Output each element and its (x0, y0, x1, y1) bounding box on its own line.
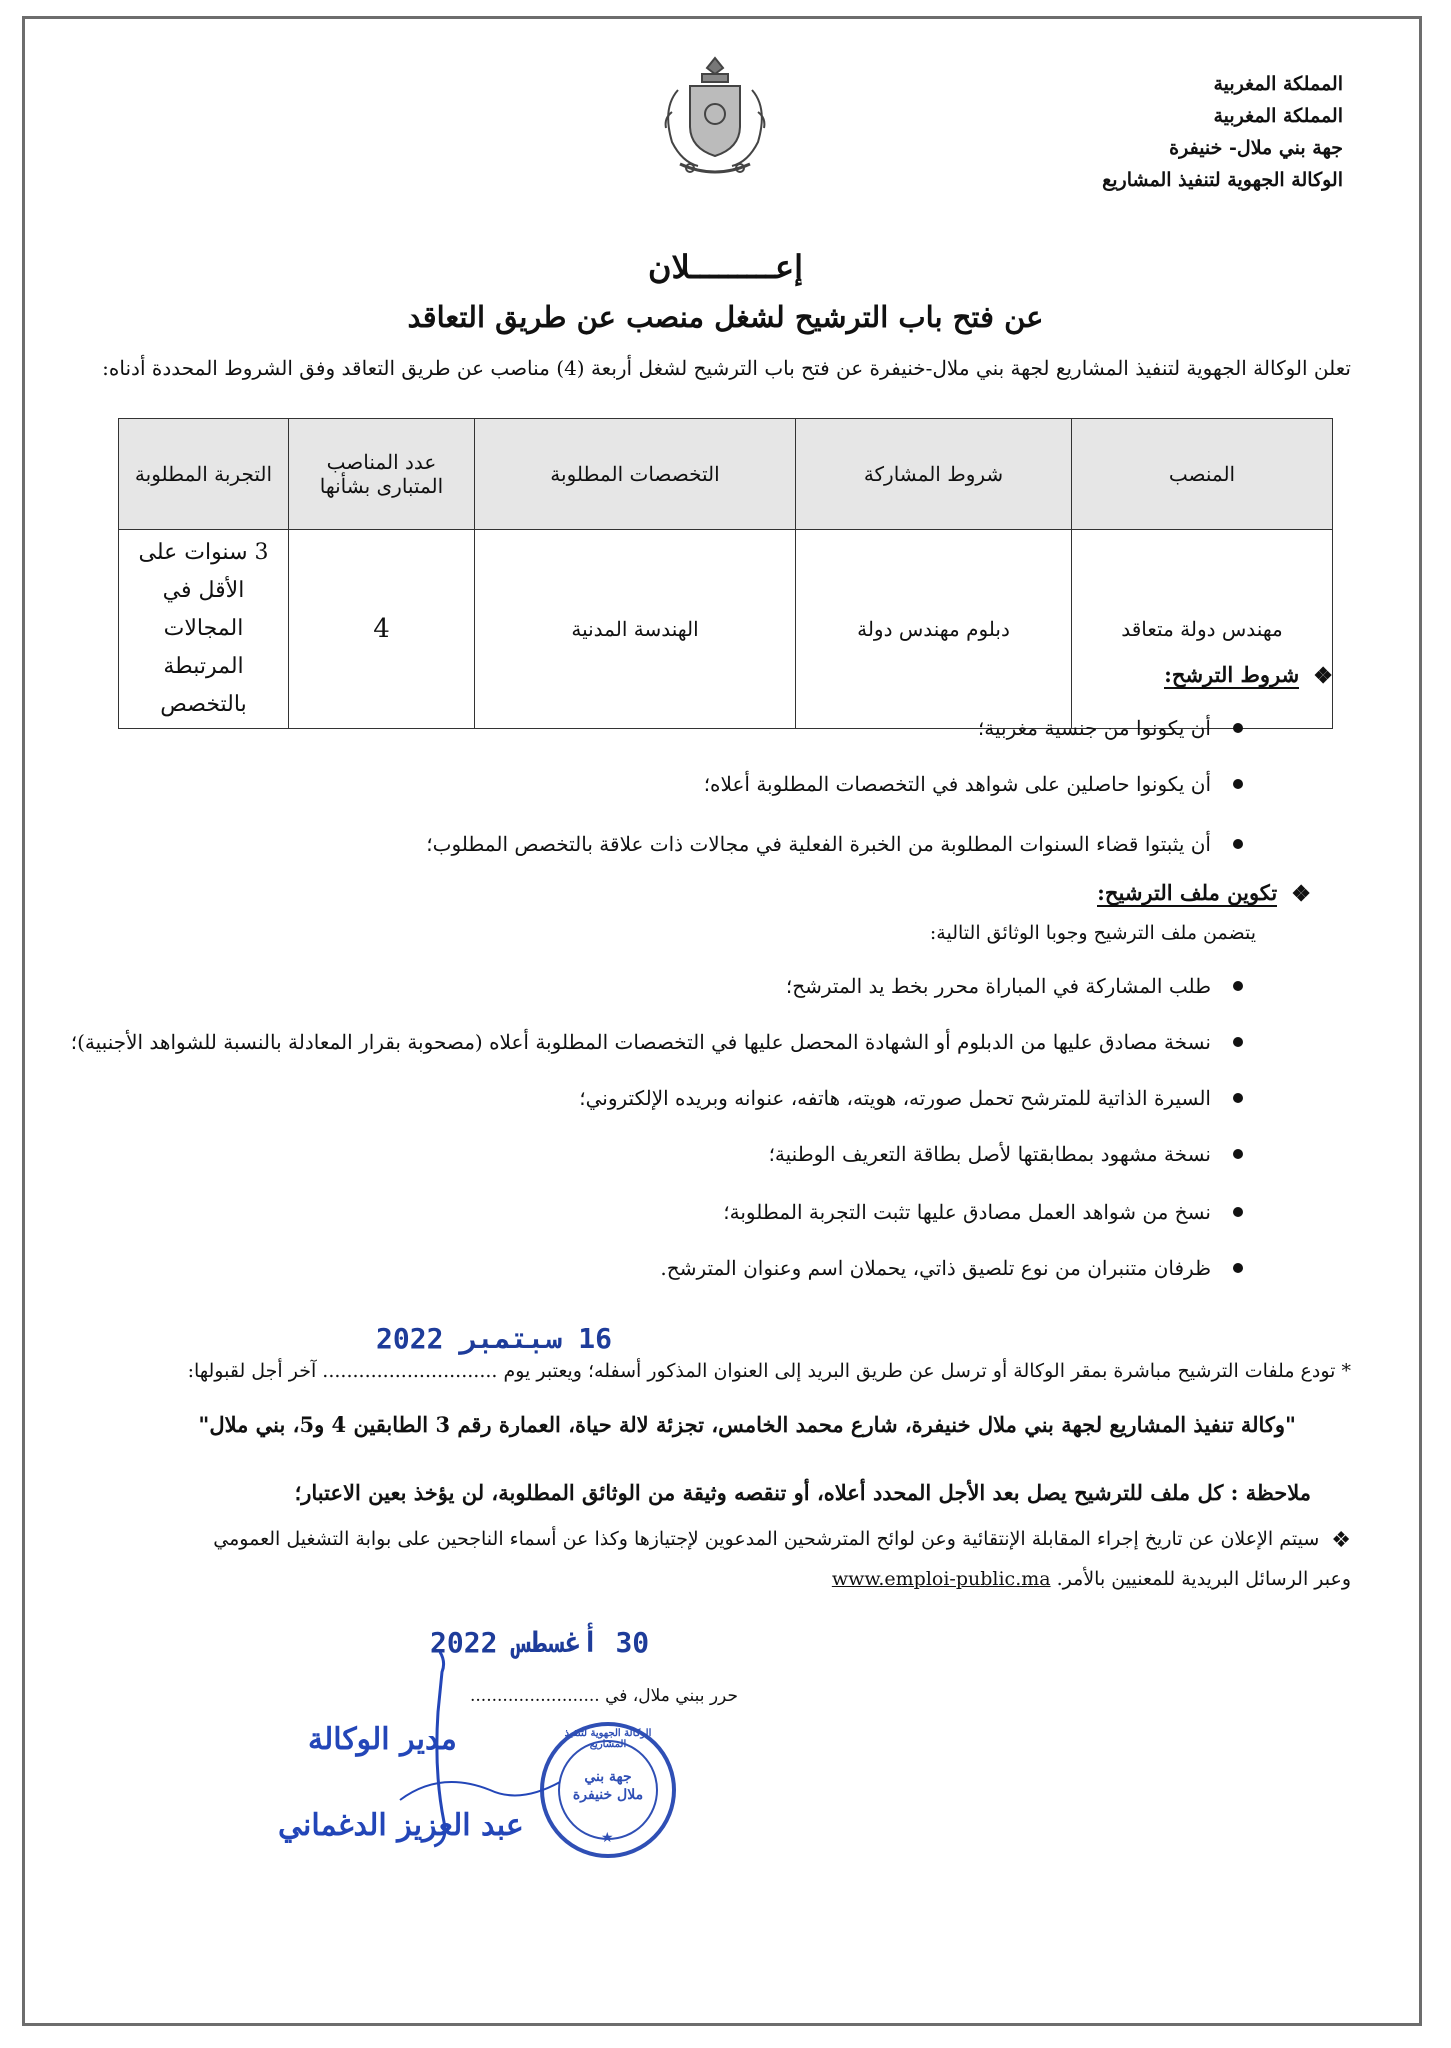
list-item (71, 1030, 1243, 1054)
list-item-text: ظرفان متنبران من نوع تلصيق ذاتي، يحملان اسم وعنوان المترشح. (660, 1256, 1211, 1280)
list-item-text: نسخة مشهود بمطابقتها لأصل بطاقة التعريف الوطنية؛ (768, 1142, 1211, 1166)
positions-table (118, 418, 1333, 729)
note: ملاحظة : كل ملف للترشيح يصل بعد الأجل المحدد أعلاه، أو تنقصه وثيقة من الوثائق المطلوبة، لن يؤخذ بعين الاعتبار؛ (294, 1480, 1311, 1505)
list-item (426, 832, 1243, 856)
list-item (660, 1256, 1243, 1280)
signature-place: حرر ببني ملال، في ........................ (470, 1686, 738, 1706)
list-item-text: طلب المشاركة في المباراة محرر بخط يد المترشح؛ (785, 974, 1211, 998)
director-title: مدير الوكالة (308, 1722, 457, 1757)
seal-ring-text: الوكالة الجهوية لتنفيذ المشاريع (564, 1728, 652, 1750)
list-item (769, 1142, 1243, 1166)
list-item-text: السيرة الذاتية للمترشح تحمل صورته، هويته، هاتفه، عنوانه وبريده الإلكتروني؛ (579, 1086, 1211, 1110)
announcement-subtitle: عن فتح باب الترشيح لشغل منصب عن طريق التعاقد (407, 300, 1044, 334)
announcement-text-2: وعبر الرسائل البريدية للمعنيين بالأمر. (1056, 1568, 1351, 1590)
conditions-heading (1164, 662, 1333, 689)
file-heading (1097, 880, 1311, 907)
seal-center-text: جهة بني ملال خنيفرة (572, 1769, 644, 1803)
table-cell: 3 سنوات على الأقل في المجالات المرتبطة بالتخصص (119, 530, 289, 729)
column-header: التخصصات المطلوبة (475, 419, 796, 530)
list-item (704, 772, 1243, 796)
list-item (579, 1086, 1243, 1110)
table-cell: مهندس دولة متعاقد (1072, 530, 1333, 729)
list-item (786, 974, 1243, 998)
diamond-bullet-icon: ❖ (1331, 1528, 1351, 1553)
header-line: جهة بني ملال- خنيفرة (1169, 137, 1343, 159)
diamond-bullet-icon: ❖ (1313, 662, 1333, 689)
director-name: عبد العزيز الدغماني (278, 1808, 524, 1843)
table-row (119, 530, 1333, 729)
agency-address: "وكالة تنفيذ المشاريع لجهة بني ملال خنيفرة، شارع محمد الخامس، تجزئة لالة حياة، العمارة رقم 3 الطابقين 4 و5، بني ملال" (198, 1412, 1296, 1437)
table-cell: دبلوم مهندس دولة (796, 530, 1072, 729)
list-item-text: أن يكونوا من جنسية مغربية؛ (977, 716, 1211, 740)
bullet-icon (1233, 779, 1243, 789)
bullet-icon (1233, 1037, 1243, 1047)
bullet-icon (1233, 1093, 1243, 1103)
signature-mark (380, 1650, 580, 1850)
header-line: الوكالة الجهوية لتنفيذ المشاريع (1102, 169, 1343, 191)
bullet-icon (1233, 1149, 1243, 1159)
list-item (978, 716, 1243, 740)
announcement-line (201, 1568, 1351, 1590)
table-cell: 4 (289, 530, 475, 729)
column-header: عدد المناصب المتبارى بشأنها (289, 419, 475, 530)
file-subtitle: يتضمن ملف الترشيح وجوبا الوثائق التالية: (929, 922, 1256, 944)
list-item-text: نسخ من شواهد العمل مصادق عليها تثبت التجربة المطلوبة؛ (723, 1200, 1211, 1224)
column-header: المنصب (1072, 419, 1333, 530)
deadline-text: * تودع ملفات الترشيح مباشرة بمقر الوكالة أو ترسل عن طريق البريد إلى العنوان المذكور أسفله؛ ويعتبر يوم ............................. آخر أجل لقبولها: (187, 1360, 1351, 1382)
column-header: شروط المشاركة (796, 419, 1072, 530)
announcement-paragraph (81, 1528, 1351, 1553)
bullet-icon (1233, 723, 1243, 733)
issuer-header (1023, 68, 1343, 196)
bullet-icon (1233, 981, 1243, 991)
list-item-text: نسخة مصادق عليها من الدبلوم أو الشهادة المحصل عليها في التخصصات المطلوبة أعلاه (مصحوبة بقرار المعادلة بالنسبة للشواهد الأجنبية)؛ (70, 1030, 1211, 1054)
file-title: تكوين ملف الترشيح: (1097, 880, 1278, 905)
table-cell: الهندسة المدنية (475, 530, 796, 729)
bullet-icon (1233, 1263, 1243, 1273)
diamond-bullet-icon: ❖ (1291, 880, 1311, 907)
intro-paragraph: تعلن الوكالة الجهوية لتنفيذ المشاريع لجهة بني ملال-خنيفرة عن فتح باب الترشيح لشغل أربعة (4) مناصب عن طريق التعاقد وفق الشروط المحددة أدناه: (102, 356, 1351, 380)
conditions-title: شروط الترشح: (1164, 662, 1300, 687)
announcement-title: إعـــــــــلان (648, 248, 803, 286)
table-header-row (119, 419, 1333, 530)
bullet-icon (1233, 839, 1243, 849)
column-header: التجربة المطلوبة (119, 419, 289, 530)
star-icon: ★ (601, 1830, 614, 1846)
header-line: المملكة المغربية (1213, 73, 1343, 95)
signature-date-stamp: 30 أغسطس 2022 (430, 1626, 650, 1659)
deadline-date-stamp: 16 سبتمبر 2022 (376, 1322, 613, 1355)
emploi-public-link[interactable]: www.emploi-public.ma (831, 1568, 1051, 1590)
list-item (723, 1200, 1243, 1224)
list-item-text: أن يكونوا حاصلين على شواهد في التخصصات المطلوبة أعلاه؛ (703, 772, 1211, 796)
coat-of-arms-icon (650, 52, 780, 182)
announcement-text: سيتم الإعلان عن تاريخ إجراء المقابلة الإنتقائية وعن لوائح المترشحين المدعوين لإجتيازها وكذا عن أسماء الناجحين على بوابة التشغيل العمومي (213, 1528, 1320, 1550)
list-item-text: أن يثبتوا قضاء السنوات المطلوبة من الخبرة الفعلية في مجالات ذات علاقة بالتخصص المطلوب؛ (426, 832, 1211, 856)
bullet-icon (1233, 1207, 1243, 1217)
header-line: المملكة المغربية (1213, 105, 1343, 127)
